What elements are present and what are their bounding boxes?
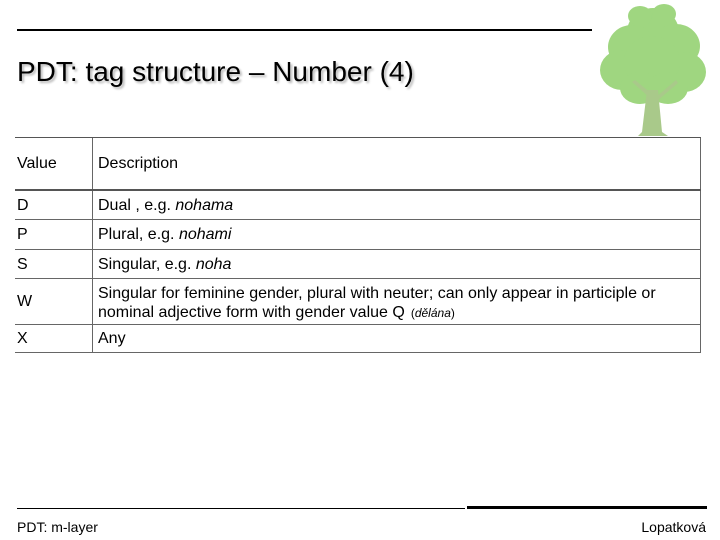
example-word: nohami bbox=[178, 226, 232, 243]
value-cell: D bbox=[15, 191, 93, 219]
description-cell bbox=[93, 250, 701, 278]
value-cell: W bbox=[15, 279, 93, 324]
note-close: ) bbox=[450, 306, 455, 320]
number-values-table bbox=[15, 137, 701, 353]
description-cell: Any bbox=[93, 325, 701, 352]
description-text: Dual , e.g. bbox=[98, 196, 176, 214]
footer-left-text: PDT: m-layer bbox=[17, 519, 98, 535]
table-row bbox=[15, 250, 701, 279]
example-note bbox=[411, 306, 455, 320]
footer-rule-right bbox=[467, 506, 707, 509]
footer-right-text: Lopatková bbox=[641, 519, 706, 535]
description-text: Plural, e.g. bbox=[98, 226, 179, 243]
value-cell: S bbox=[15, 250, 93, 278]
header-value: Value bbox=[15, 138, 93, 189]
table-header-row bbox=[15, 138, 701, 191]
value-cell: X bbox=[15, 325, 93, 352]
table-row bbox=[15, 279, 701, 325]
value-cell: P bbox=[15, 220, 93, 249]
example-word: nohama bbox=[175, 196, 234, 214]
description-paragraph bbox=[98, 280, 700, 323]
title-top-rule bbox=[17, 29, 592, 31]
table-row bbox=[15, 325, 701, 353]
table-row bbox=[15, 220, 701, 250]
footer-rule-left bbox=[17, 508, 465, 509]
description-cell bbox=[93, 279, 701, 324]
example-word: noha bbox=[195, 255, 232, 273]
note-open: ( bbox=[410, 306, 415, 320]
description-cell bbox=[93, 191, 701, 219]
tree-logo-icon bbox=[592, 2, 714, 138]
table-row bbox=[15, 191, 701, 220]
description-text: Singular for feminine gender, plural with neuter; can only appear in participle or nominal adjective form with gender value Q bbox=[98, 285, 656, 321]
description-text: Singular, e.g. bbox=[98, 255, 196, 273]
slide-title: PDT: tag structure – Number (4) bbox=[17, 56, 414, 87]
description-cell bbox=[93, 220, 701, 249]
example-word: dělána bbox=[414, 306, 451, 320]
header-description: Description bbox=[93, 138, 701, 189]
